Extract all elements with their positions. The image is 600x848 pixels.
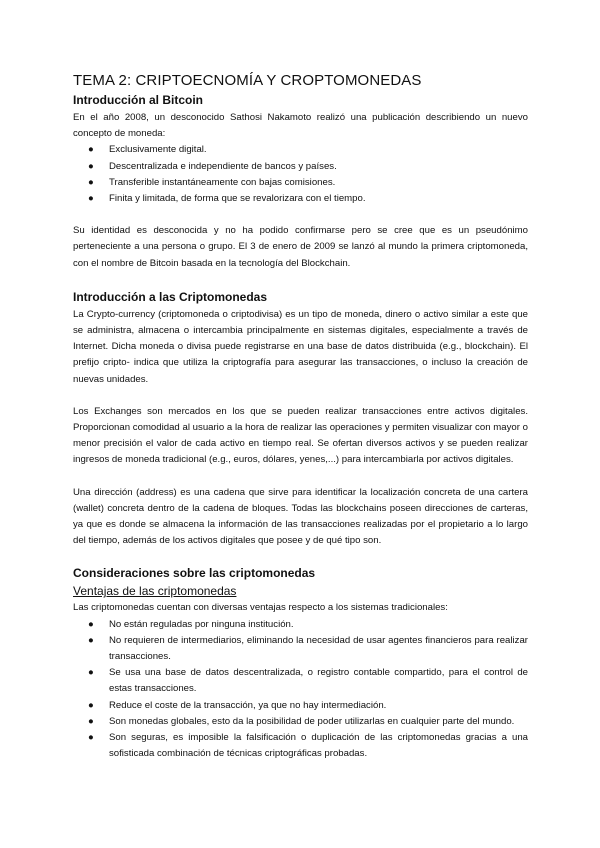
bullet-icon: ● xyxy=(88,667,94,679)
advantages-bullet-list xyxy=(73,617,528,763)
subheading-advantages: Ventajas de las criptomonedas xyxy=(73,584,237,599)
list-item: ● Transferible instantáneamente con bajas comisiones. xyxy=(73,175,528,191)
bitcoin-paragraph: Su identidad es desconocida y no ha podido confirmarse pero se cree que es un pseudónimo perteneciente a una persona o grupo. El 3 de enero de 2009 se lanzó al mundo la primera criptomoneda, con el nombre de Bitcoin basada en la tecnología del Blockchain. xyxy=(73,225,528,269)
bullet-icon: ● xyxy=(88,160,94,172)
bullet-icon: ● xyxy=(88,618,94,630)
bullet-icon: ● xyxy=(88,732,94,744)
bullet-icon: ● xyxy=(88,176,94,188)
crypto-paragraph-1: La Crypto-currency (criptomoneda o criptodivisa) es un tipo de moneda, dinero o activo similar a este que se administra, almacena o intercambia principalmente en sistemas digitales, especialmente a través de Internet. Dicha moneda o divisa puede registrarse en una base de datos distribuida (e.g., blockchain). El prefijo cripto- indica que utiliza la criptografía para asegurar las transacciones, o incluso la creación de nuevas unidades. xyxy=(73,308,528,385)
list-item: ● Descentralizada e independiente de bancos y países. xyxy=(73,159,528,175)
list-item: ● Son seguras, es imposible la falsificación o duplicación de las criptomonedas gracias a una sofisticada combinación de técnicas criptográficas probadas. xyxy=(88,732,528,760)
heading-considerations: Consideraciones sobre las criptomonedas xyxy=(73,566,316,581)
list-item: ● Se usa una base de datos descentralizada, o registro contable compartido, para el control de estas transacciones. xyxy=(88,667,528,695)
list-item: ● Son monedas globales, esto da la posibilidad de poder utilizarlas en cualquier parte del mundo. xyxy=(73,714,528,730)
list-item: ● Finita y limitada, de forma que se revalorizara con el tiempo. xyxy=(73,191,528,207)
document-page xyxy=(73,72,528,763)
bitcoin-intro: En el año 2008, un desconocido Sathosi Nakamoto realizó una publicación describiendo un nuevo concepto de moneda: xyxy=(73,112,528,140)
page-title: TEMA 2: CRIPTOECNOMÍA Y CROPTOMONEDAS xyxy=(73,72,422,89)
crypto-paragraph-2: Los Exchanges son mercados en los que se pueden realizar transacciones entre activos digitales. Proporcionan comodidad al usuario a la hora de realizar las operaciones y permiten visualizar con mayor o menor precisión el valor de cada activo en tiempo real. Se ofertan diversos activos y se pueden realizar ingresos de moneda tradicional (e.g., euros, dólares, yenes,...) para intercambiarla por activos digitales. xyxy=(73,405,528,466)
list-item: ● Exclusivamente digital. xyxy=(73,142,528,158)
list-item: ● No requieren de intermediarios, eliminando la necesidad de usar agentes financieros para realizar transacciones. xyxy=(88,634,528,663)
bullet-icon: ● xyxy=(88,193,94,205)
heading-crypto: Introducción a las Criptomonedas xyxy=(73,289,268,304)
list-item: ● No están reguladas por ninguna institución. xyxy=(73,617,528,633)
heading-bitcoin: Introducción al Bitcoin xyxy=(73,93,204,107)
list-item: ● Reduce el coste de la transacción, ya que no hay intermediación. xyxy=(73,698,528,714)
bullet-icon: ● xyxy=(88,715,94,727)
bullet-icon: ● xyxy=(88,144,94,156)
advantages-intro: Las criptomonedas cuentan con diversas ventajas respecto a los sistemas tradicionales: xyxy=(73,602,448,614)
bitcoin-bullet-list xyxy=(73,142,528,207)
bullet-icon: ● xyxy=(88,699,94,711)
crypto-paragraph-3: Una dirección (address) es una cadena que sirve para identificar la localización concreta de una cartera (wallet) concreta dentro de la cadena de bloques. Todas las blockchains poseen direcciones de carteras, ya que es donde se almacena la información de las transacciones realizadas por el propietario a lo largo del tiempo, además de los activos digitales que posee y de qué tipo son. xyxy=(73,486,528,547)
bullet-icon: ● xyxy=(88,634,94,646)
